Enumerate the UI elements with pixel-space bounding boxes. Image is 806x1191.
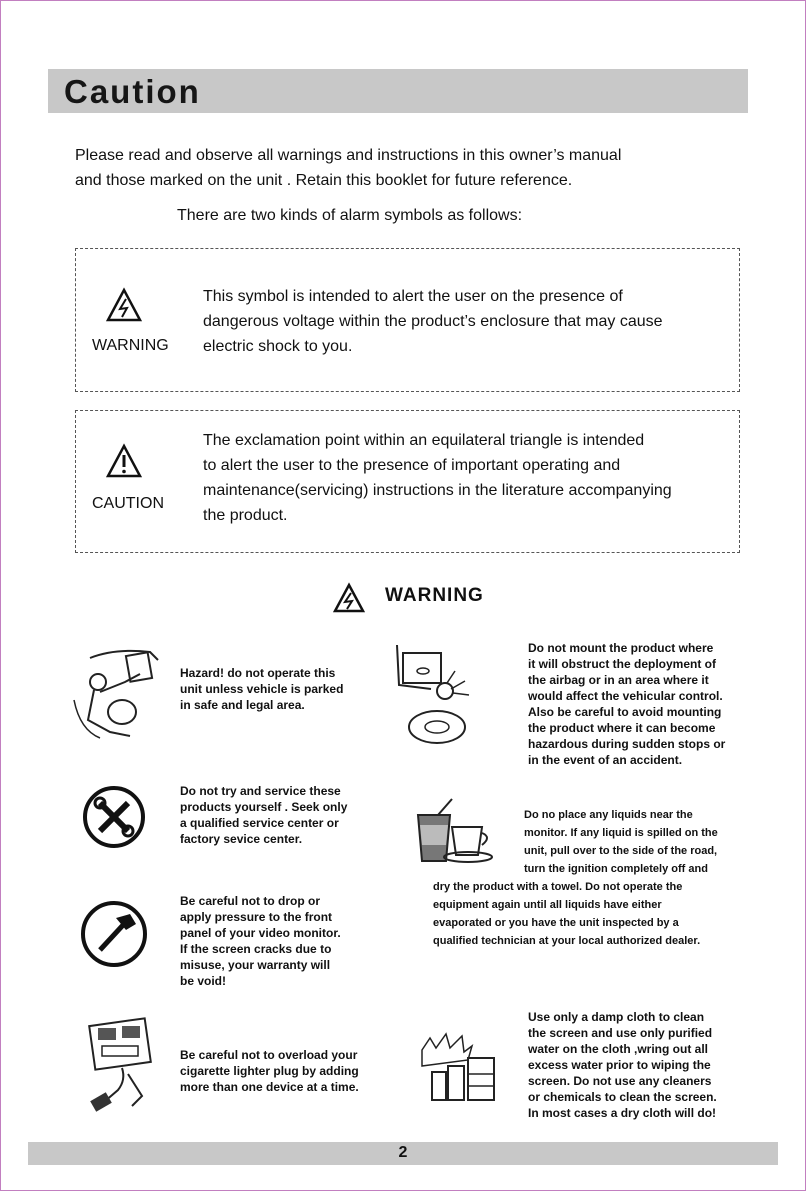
- text-line: be void!: [180, 974, 227, 988]
- text-line: water on the cloth ,wring out all: [528, 1042, 709, 1056]
- exclamation-caution-icon: [106, 443, 142, 479]
- text-line: products yourself . Seek only: [180, 800, 348, 814]
- text-line: the product.: [203, 507, 288, 524]
- text-line: Hazard! do not operate this: [180, 666, 336, 680]
- text-line: cigarette lighter plug by adding: [180, 1064, 359, 1078]
- text-line: to alert the user to the presence of important operating and: [203, 457, 621, 474]
- text-line: screen. Do not use any cleaners: [528, 1074, 712, 1088]
- text-line: in the event of an accident.: [528, 753, 683, 767]
- caution-label: CAUTION: [92, 495, 164, 512]
- text-line: Be careful not to drop or: [180, 894, 321, 908]
- text-line: turn the ignition completely off and: [524, 863, 708, 875]
- voltage-warning-icon: [106, 287, 142, 323]
- intro-paragraph: [75, 143, 755, 193]
- text-line: maintenance(servicing) instructions in the literature accompanying: [203, 482, 672, 499]
- warning-pressure-text: [180, 893, 341, 989]
- text-line: Also be careful to avoid mounting: [528, 705, 722, 719]
- text-line: hazardous during sudden stops or: [528, 737, 726, 751]
- text-line: This symbol is intended to alert the user on the presence of: [203, 288, 623, 305]
- text-line: Be careful not to overload your: [180, 1048, 358, 1062]
- warning-airbag-text: [528, 640, 725, 768]
- warning-lighter-text: [180, 1047, 359, 1095]
- text-line: apply pressure to the front: [180, 910, 333, 924]
- text-line: the product where it can become: [528, 721, 716, 735]
- warning-label: WARNING: [92, 337, 169, 354]
- driver-hazard-illustration: [70, 640, 170, 740]
- text-line: If the screen cracks due to: [180, 942, 332, 956]
- text-line: unit unless vehicle is parked: [180, 682, 344, 696]
- text-line: in safe and legal area.: [180, 698, 305, 712]
- caution-symbol-box: [75, 410, 740, 553]
- text-line: it will obstruct the deployment of: [528, 657, 717, 671]
- warning-description: [203, 284, 733, 359]
- text-line: unit, pull over to the side of the road,: [524, 845, 718, 857]
- intro-line: Please read and observe all warnings and instructions in this owner’s manual: [75, 147, 622, 164]
- text-line: or chemicals to clean the screen.: [528, 1090, 717, 1104]
- coffee-cups-illustration: [412, 795, 502, 870]
- chemicals-illustration: [412, 1030, 502, 1105]
- text-line: dangerous voltage within the product’s enclosure that may cause: [203, 313, 663, 330]
- text-line: Do not mount the product where: [528, 641, 714, 655]
- text-line: the screen and use only purified: [528, 1026, 713, 1040]
- text-line: evaporated or you have the unit inspected by a: [433, 917, 679, 929]
- intro-line: and those marked on the unit . Retain this booklet for future reference.: [75, 172, 573, 189]
- text-line: equipment again until all liquids have either: [433, 899, 662, 911]
- voltage-warning-icon: [333, 583, 365, 613]
- text-line: factory sevice center.: [180, 832, 303, 846]
- warning-heading-text: WARNING: [385, 585, 484, 606]
- warning-parked-text: [180, 665, 343, 713]
- warning-cleaning-text: [528, 1009, 717, 1121]
- lighter-plug-illustration: [82, 1018, 162, 1113]
- text-line: Do not try and service these: [180, 784, 341, 798]
- warning-liquids-text-bottom: [433, 878, 700, 950]
- text-line: a qualified service center or: [180, 816, 339, 830]
- text-line: dry the product with a towel. Do not operate the: [433, 881, 683, 893]
- text-line: excess water prior to wiping the: [528, 1058, 711, 1072]
- text-line: more than one device at a time.: [180, 1080, 359, 1094]
- text-line: The exclamation point within an equilateral triangle is intended: [203, 432, 645, 449]
- hammer-icon: [80, 900, 148, 968]
- text-line: monitor. If any liquid is spilled on the: [524, 827, 718, 839]
- footer-bar: [28, 1142, 778, 1165]
- text-line: electric shock to you.: [203, 338, 353, 355]
- text-line: the airbag or in an area where it: [528, 673, 709, 687]
- alarm-intro: There are two kinds of alarm symbols as follows:: [177, 207, 523, 224]
- page-number: 2: [398, 1144, 408, 1161]
- text-line: qualified technician at your local authorized dealer.: [433, 935, 701, 947]
- caution-description: [203, 428, 738, 528]
- text-line: In most cases a dry cloth will do!: [528, 1106, 717, 1120]
- airbag-illustration: [395, 645, 495, 745]
- warning-service-text: [180, 783, 347, 847]
- warning-liquids-text-top: [524, 806, 718, 878]
- text-line: would affect the vehicular control.: [528, 689, 723, 703]
- text-line: Use only a damp cloth to clean: [528, 1010, 705, 1024]
- page-title: Caution: [64, 73, 201, 110]
- text-line: Do no place any liquids near the: [524, 809, 693, 821]
- header-bar: [48, 69, 748, 113]
- text-line: misuse, your warranty will: [180, 958, 331, 972]
- tools-icon: [82, 785, 146, 849]
- text-line: panel of your video monitor.: [180, 926, 341, 940]
- warning-symbol-box: [75, 248, 740, 392]
